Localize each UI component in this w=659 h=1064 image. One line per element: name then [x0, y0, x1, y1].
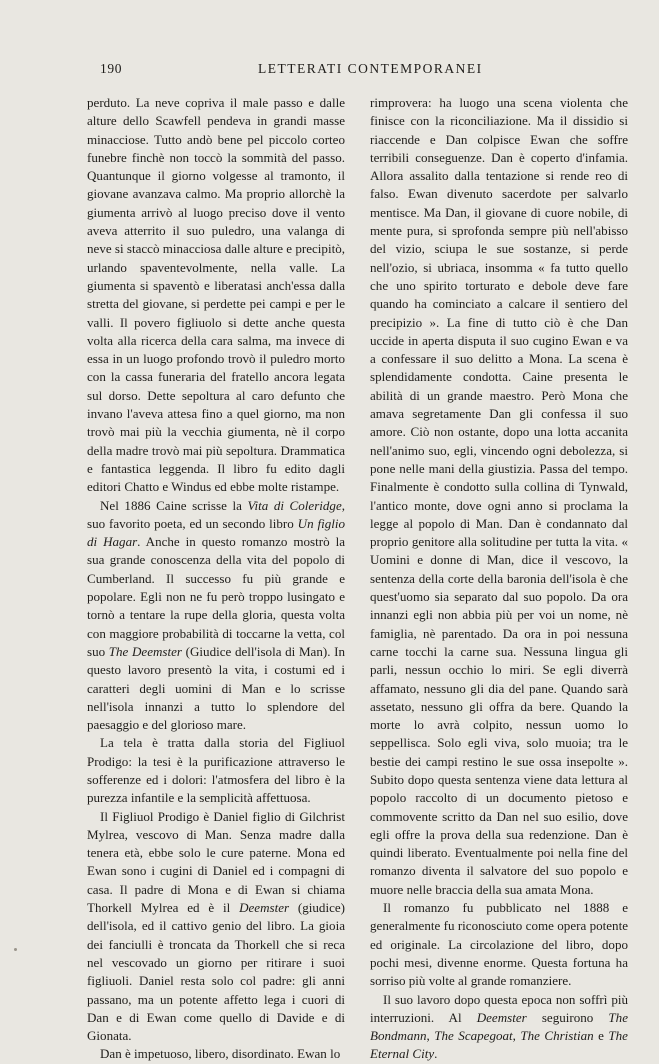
book-title: The Deemster [108, 643, 182, 659]
running-title: LETTERATI CONTEMPORANEI [258, 61, 483, 76]
right-column [370, 94, 628, 1064]
paragraph: Nel 1886 Caine scrisse la Vita di Coleridge, suo favorito poeta, ed un secondo libro Un figlio di Hagar. Anche in questo romanzo mostrò la sua grande conoscenza della vita del popolo di Cumberland. Il successo fu più grande e popolare. Egli non ne fu però troppo lusingato e tornò a tentare la rupe della gloria, questa volta con maggiore probabilità di toccarne la vetta, col suo The Deemster (Giudice dell'isola di Man). In questo lavoro presentò la vita, i costumi ed i caratteri degli uomini di Man e lo scrisse nell'isola innanzi a tutto lo splendore del paesaggio e del glorioso mare. [87, 497, 345, 733]
paragraph: Il Figliuol Prodigo è Daniel figlio di Gilchrist Mylrea, vescovo di Man. Senza madre dalla tenera età, ebbe solo le cure paterne. Mona ed Ewan sono i cugini di Daniel ed i compagni di casa. Il padre di Mona e di Ewan si chiama Thorkell Mylrea ed è il Deemster (giudice) dell'isola, ed il cattivo genio del libro. La gioia dei fanciulli è troncata da Thorkell che si reca nel vescovado un giorno per ritirare i suoi figliuoli. Daniel resta solo col padre: gli anni passano, ma un potente affetto lega i cuori di Dan e di Ewan come quello di Davide e di Gionata. [87, 808, 345, 1044]
page-number: 190 [100, 61, 123, 76]
paragraph: La tela è tratta dalla storia del Figliuol Prodigo: la tesi è la purificazione attraverso le sofferenze ed i dolori: l'atmosfera del libro è la purezza infantile e la semplicità affettuosa. [87, 735, 345, 806]
paper-speck [14, 948, 17, 951]
book-title: Un figlio di Hagar [87, 515, 345, 550]
book-title: The Christian [520, 1028, 594, 1044]
paragraph: Dan è impetuoso, libero, disordinato. Ewan lo [100, 1046, 341, 1062]
book-title: The Eternal City [370, 1028, 628, 1062]
book-title: Vita di Coleridge [247, 497, 342, 513]
paragraph: perduto. La neve copriva il male passo e dalle alture dello Scawfell pendeva in grandi masse minacciose. Tutto andò bene pel piccolo corteo funebre finchè non toccò la sommità del passo. Quantunque il giorno volgesse al tramonto, il giovane avanzava calmo. Ma proprio allorchè la giumenta arrivò al luogo preciso dove il vento aveva atterrito il suo puledro, una valanga di neve si staccò minacciosa dalle alture e precipitò, urlando spaventevolmente, nella valle. La giumenta si spaventò e liberatasi anch'essa dalla stretta del giovane, si perdette pei campi e per le valli. Il povero figliuolo si dette anche questa volta alla ricerca della cara salma, ma invece di essa in un luogo profondo trovò il puledro morto con la cassa funeraria del fratello ancora legata sul dorso. Dette sepoltura al caro defunto che invano l'aveva attesa fino a quel giorno, ma non trovò mai più la vecchia giumenta, nè il corpo della madre trovò mai più sepoltura. Drammatica e fantastica leggenda. Il libro fu edito dagli editori Chatto e Windus ed ebbe molte ristampe. [87, 95, 345, 495]
book-title: The Scapegoat [434, 1028, 513, 1044]
book-title: Deemster [239, 900, 290, 916]
paragraph: Il romanzo fu pubblicato nel 1888 e generalmente fu riconosciuto come opera potente ed originale. La circolazione del libro, dopo pochi mesi, divenne enorme. Questa fortuna ha sorriso più volte al grande romanziere. [370, 900, 628, 989]
paragraph: Il suo lavoro dopo questa epoca non soffrì più interruzioni. Al Deemster seguirono The Bondmann, The Scapegoat, The Christian e The Eternal City. [370, 991, 628, 1062]
book-title: Deemster [476, 1009, 527, 1025]
paragraph: rimprovera: ha luogo una scena violenta che finisce con la riconciliazione. Ma il dissidio si riaccende e Dan colpisce Ewan che soffre terribili conseguenze. Dan è coperto d'infamia. Allora assalito dalla tentazione si rende reo di falso. Ewan divenuto sacerdote per salvarlo mentisce. Ma Dan, il giovane di cuore nobile, di mente pura, si sprofonda sempre più nell'abisso del vizio, sciupa le sue sostanze, si perde nell'ozio, si ubriaca, insomma « fa tutto quello che uno spirito torturato e debole deve fare quando ha cominciato a calcare il sentiero del precipizio ». La fine di tutto ciò è che Dan uccide in aperta disputa il suo cugino Ewan e va a confessare il suo delitto a Mona. La scena è splendidamente condotta. Caine presenta le abilità di un grande maestro. Però Mona che amava segretamente Dan gli confessa il suo amore. Ciò non ostante, dopo una lotta accanita nell'animo suo, egli, vincendo ogni debolezza, si pone nelle mani della giustizia. Passa del tempo. Finalmente è condotto sulla collina di Tynwald, l'antico monte, dove ogni anno si proclama la legge al popolo di Man. Dan è condannato dal proprio genitore alla solitudine per tutta la vita. « Uomini e donne di Man, dice il vescovo, la sentenza della corte della baronia dell'isola è che quest'uomo sia separato dal suo popolo. Da ora innanzi egli non abbia più per voi un nome, nè famiglia, nè parentado. Da ora in poi nessuna carne tocchi la carne sua. Nessuna lingua gli parli, nessun occhio lo miri. Se egli diverrà affamato, nessuno gli dia del pane. Quando sarà assetato, nessuno gli offra da bere. Quando la morte lo avrà colpito, nessun uomo lo seppellisca. Solo egli viva, solo muoia; tra le bestie dei campi restino le sue ossa insepolte ». Subito dopo questa sentenza viene data lettura al popolo raccolto di un documento pietoso e commovente scritto da Dan nel suo esilio, dove egli offre la prova della sua redenzione. Dan è quindi liberato. Eventualmente poi nella fine del romanzo diventa il salvatore del suo popolo e muore nelle braccia della sua amata Mona. [370, 95, 628, 897]
left-column [87, 94, 345, 1064]
page-header [94, 61, 624, 81]
book-title: The Bondmann [370, 1009, 628, 1044]
